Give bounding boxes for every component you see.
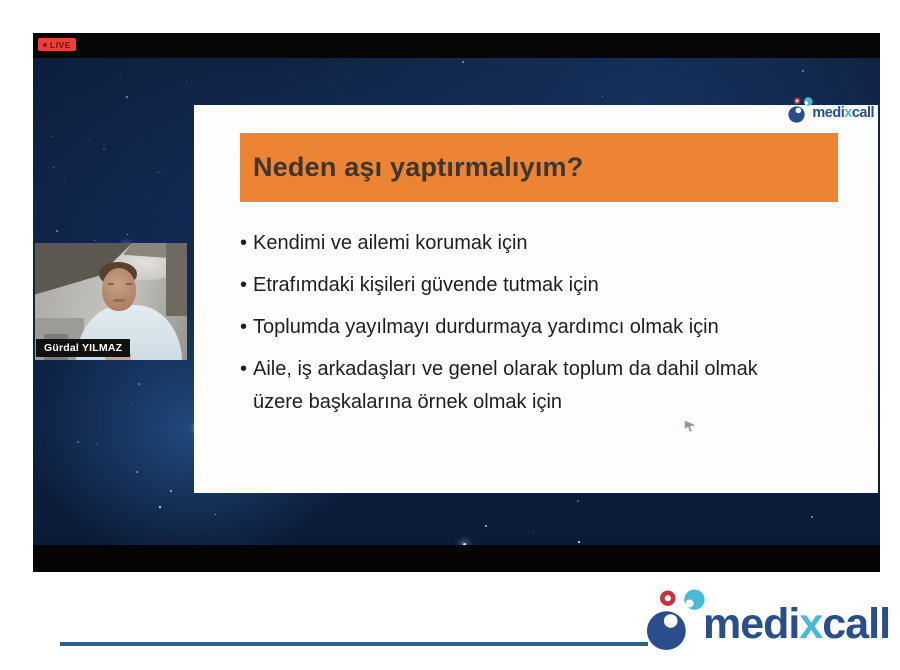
live-dot-icon <box>43 43 47 47</box>
medixcall-logo-icon <box>788 97 814 123</box>
bullet-marker: • <box>240 358 248 380</box>
webcam-right-shadow <box>166 243 187 316</box>
medixcall-logo-small <box>788 97 874 123</box>
stream-top-bar <box>33 33 880 58</box>
medixcall-logo-icon <box>646 589 708 651</box>
bullet-text: Etrafımdaki kişileri güvende tutmak için <box>253 274 599 296</box>
bullet-item <box>240 353 798 419</box>
bullet-item <box>240 227 798 260</box>
live-badge <box>38 38 76 51</box>
footer-divider-line <box>60 642 648 646</box>
webcam-tile[interactable] <box>35 243 187 360</box>
medixcall-logo-footer <box>646 589 890 651</box>
medixcall-wordmark: medixcall <box>812 104 874 121</box>
bullet-text: Aile, iş arkadaşları ve genel olarak toplum da dahil olmak üzere başkalarına örnek olmak için <box>253 358 758 413</box>
slide-bullet-list <box>240 227 798 428</box>
bullet-marker: • <box>240 232 248 254</box>
bullet-text: Toplumda yayılmayı durdurmaya yardımcı olmak için <box>253 316 719 338</box>
stream-bottom-bar <box>33 545 880 572</box>
video-stream[interactable] <box>33 33 880 572</box>
bullet-item <box>240 269 798 302</box>
speaker-eyes <box>108 283 132 286</box>
speaker-name-tag: Gürdal YILMAZ <box>36 339 130 357</box>
speaker-head <box>102 268 136 311</box>
live-label: LIVE <box>50 39 71 50</box>
mouse-cursor-icon <box>683 419 697 433</box>
slide-title-banner <box>240 133 838 202</box>
bullet-marker: • <box>240 316 248 338</box>
bullet-marker: • <box>240 274 248 296</box>
speaker-mouth <box>113 299 125 302</box>
slide-title: Neden aşı yaptırmalıyım? <box>253 152 584 182</box>
presentation-slide <box>194 105 878 493</box>
bullet-text: Kendimi ve ailemi korumak için <box>253 232 528 254</box>
medixcall-wordmark: medixcall <box>703 600 891 648</box>
bullet-item <box>240 311 798 344</box>
